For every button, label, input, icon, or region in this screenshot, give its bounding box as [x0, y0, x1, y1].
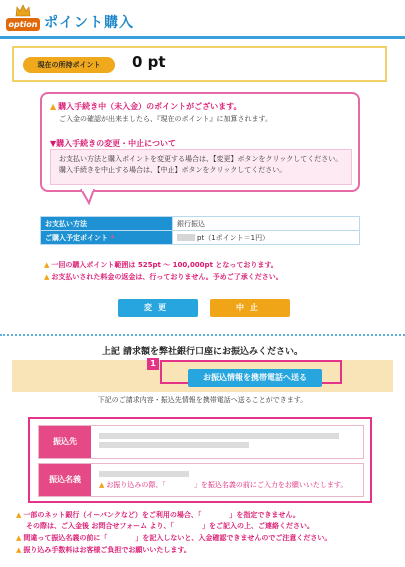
change-button[interactable]: 変更 [118, 299, 198, 317]
option-logo [6, 4, 40, 34]
redacted-text [99, 433, 339, 439]
transfer-name-row [38, 463, 364, 497]
required-mark: * [110, 233, 115, 242]
table-row [41, 217, 360, 231]
planned-points-label: ご購入予定ポイント * [41, 231, 173, 245]
warning-icon: ▲ [50, 102, 57, 111]
header-divider [0, 36, 405, 39]
transfer-name-label: 振込名義 [39, 464, 91, 496]
notice-subheading: ▼購入手続きの変更・中止について [50, 139, 176, 148]
payment-summary-table [40, 216, 360, 245]
no-refund-warning: ▲ お支払いされた料金の返金は、行っておりません。予めご了承ください。 [44, 273, 283, 281]
bank-destination-row [38, 425, 364, 459]
send-info-description: 下記のご請求内容・振込先情報を携帯電話へ送ることができます。 [97, 396, 308, 404]
notice-instruction-change: お支払い方法と購入ポイントを変更する場合は、【変更】ボタンをクリックしてください。 [59, 155, 343, 163]
warning-icon: ▲ [16, 511, 22, 519]
footer-note: ▲ 一部のネット銀行（イーバンクなど）をご利用の場合、「 」を指定できません。 [16, 511, 300, 519]
notice-heading: ▲ 購入手続き中（未入金）のポイントがございます。 [50, 102, 242, 111]
step-marker: 1 [147, 358, 159, 370]
section-divider [0, 334, 405, 336]
logo-text: option [6, 18, 40, 31]
bank-info-box [28, 417, 372, 503]
notice-body: ご入金の確認が出来ましたら、『現在のポイント』に加算されます。 [59, 115, 272, 123]
redacted-text [99, 442, 249, 448]
warning-icon: ▲ [44, 261, 50, 269]
transfer-heading: 上記 請求額を弊社銀行口座にお振込みください。 [101, 347, 304, 357]
warning-icon: ▲ [16, 546, 22, 554]
page-header [0, 0, 405, 40]
warning-icon: ▲ [44, 273, 50, 281]
footer-note: ▲ 間違って振込名義の前に「 」を記入しないと、入金確認できませんのでご注意ください。 [16, 534, 332, 542]
planned-points-value: pt（1ポイント＝1円） [173, 231, 360, 245]
payment-method-label: お支払い方法 [41, 217, 173, 231]
transfer-name-note: お振り込みの際、「 」を振込名義の前にご入力をお願いいたします。 [106, 481, 348, 489]
redacted-amount [177, 234, 195, 241]
pending-purchase-notice [40, 92, 360, 192]
bank-destination-label: 振込先 [39, 426, 91, 458]
speech-tail-shape [80, 189, 96, 205]
notice-instruction-cancel: 購入手続きを中止する場合は、【中止】ボタンをクリックしてください。 [59, 166, 287, 174]
notice-instructions [50, 149, 352, 185]
footer-note: ▲ 振り込み手数料はお客様ご負担でお願いいたします。 [16, 546, 191, 554]
crown-icon [15, 4, 31, 18]
transfer-name-value [91, 464, 363, 496]
current-points-value: 0 pt [132, 53, 166, 71]
page-title: ポイント購入 [44, 15, 134, 31]
footer-note: その際は、ご入金後 お問合せフォーム より、「 」をご記入の上、ご連絡ください。 [26, 522, 315, 530]
current-points-label: 現在の所持ポイント [23, 57, 115, 73]
warning-icon: ▲ [16, 534, 22, 542]
redacted-text [99, 471, 189, 477]
send-to-mobile-button[interactable]: お振込情報を携帯電話へ送る [188, 369, 322, 387]
cancel-button[interactable]: 中止 [210, 299, 290, 317]
warning-icon: ▲ [99, 481, 105, 489]
payment-method-value: 銀行振込 [173, 217, 360, 231]
bank-destination-value [91, 426, 363, 458]
table-row [41, 231, 360, 245]
current-points-box [12, 46, 387, 82]
purchase-range-warning: ▲ 一回の購入ポイント範囲は 525pt ～ 100,000pt となっております。 [44, 261, 278, 269]
